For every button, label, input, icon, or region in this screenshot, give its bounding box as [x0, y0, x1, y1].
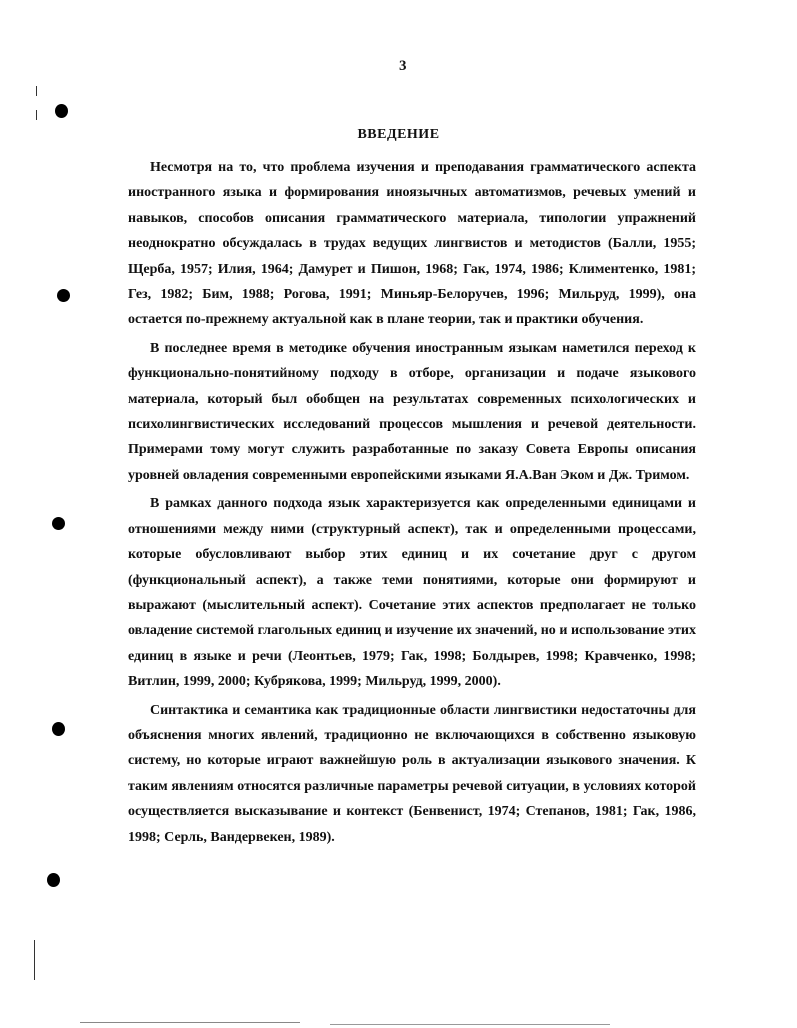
margin-mark	[330, 1024, 610, 1025]
margin-mark	[34, 940, 35, 980]
paragraph-3: В рамках данного подхода язык характеризуется как определенными единицами и отношениями между ними (структурный аспект), так и определенными процессами, которые обусловливают выбор этих единиц и их сочетание друг с другом (функциональный аспект), а также теми понятиями, которые они формируют и выражают (мыслительный аспект). Сочетание этих аспектов предполагает не только овладение системой глагольных единиц и изучение их значений, но и использование этих единиц в языке и речи (Леонтьев, 1979; Гак, 1998; Болдырев, 1998; Кравченко, 1998; Витлин, 1999, 2000; Кубрякова, 1999; Мильруд, 1999, 2000).	[128, 496, 696, 690]
body-text	[128, 155, 696, 853]
margin-mark	[80, 1022, 300, 1023]
page-number: 3	[399, 58, 407, 74]
binder-hole	[55, 104, 68, 118]
binder-hole	[52, 722, 65, 736]
paragraph-4: Синтактика и семантика как традиционные области лингвистики недостаточны для объяснения многих явлений, традиционно не включающихся в собственно языковую систему, но которые играют важнейшую роль в актуализации языкового значения. К таким явлениям относятся различные параметры речевой ситуации, в условиях которой осуществляется высказывание и контекст (Бенвенист, 1974; Степанов, 1981; Гак, 1986, 1998; Серль, Вандервекен, 1989).	[128, 702, 696, 845]
margin-mark	[36, 110, 37, 120]
binder-hole	[52, 517, 65, 530]
page-heading: ВВЕДЕНИЕ	[357, 127, 440, 142]
paragraph-1: Несмотря на то, что проблема изучения и преподавания грамматического аспекта иностранного языка и формирования иноязычных автоматизмов, речевых умений и навыков, способов описания грамматического материала, типологии упражнений неоднократно обсуждалась в трудах ведущих лингвистов и методистов (Балли, 1955; Щерба, 1957; Илия, 1964; Дамурет и Пишон, 1968; Гак, 1974, 1986; Климентенко, 1981; Гез, 1982; Бим, 1988; Рогова, 1991; Миньяр-Белоручев, 1996; Мильруд, 1999), она остается по-прежнему актуальной как в плане теории, так и практики обучения.	[128, 160, 696, 328]
binder-hole	[57, 289, 70, 302]
margin-mark	[36, 86, 37, 96]
binder-hole	[47, 873, 60, 887]
paragraph-2: В последнее время в методике обучения иностранным языкам наметился переход к функционально-понятийному подходу в отборе, организации и подаче языкового материала, который был обобщен на результатах современных психологических и психолингвистических исследований процессов мышления и речевой деятельности. Примерами тому могут служить разработанные по заказу Совета Европы описания уровней овладения современными европейскими языками Я.А.Ван Эком и Дж. Тримом.	[128, 340, 696, 483]
